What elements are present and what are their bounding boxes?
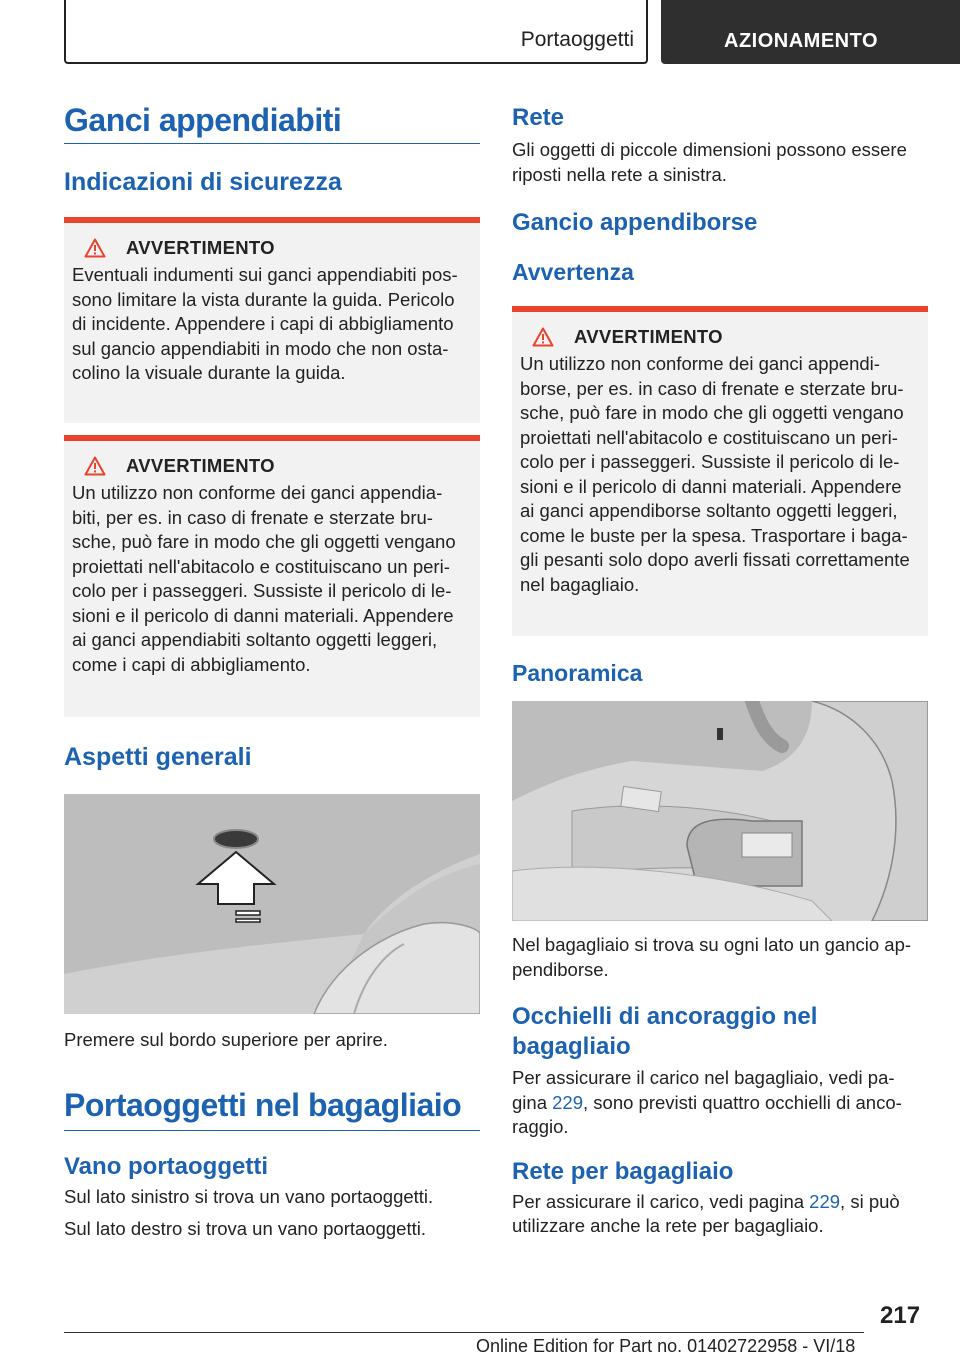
chapter-tab (661, 0, 960, 64)
warning-label: AVVERTIMENTO (574, 326, 723, 347)
warning-line: colino la visuale durante la guida. (72, 362, 346, 383)
warning-line: ai ganci appendiabiti soltanto oggetti leggeri, (72, 629, 438, 650)
paragraph: Sul lato sinistro si trova un vano portaoggetti. (64, 1185, 434, 1207)
warning-line: colo per i passeggeri. Sussiste il pericolo di le- (72, 580, 452, 601)
left-column (64, 66, 480, 1242)
paragraph-line: Per assicurare il carico nel bagagliaio, vedi pa- (512, 1067, 895, 1088)
trunk-illustration (512, 701, 928, 921)
heading-rete: Rete (512, 104, 565, 131)
warning-line: proiettati nell'abitacolo e costituiscano un peri- (520, 426, 898, 448)
warning-label: AVVERTIMENTO (126, 237, 275, 258)
section-title: Portaoggetti (520, 28, 634, 51)
text-run: gina (512, 1091, 553, 1113)
warning-triangle-icon (84, 456, 106, 476)
page-link-229[interactable]: 229 (552, 1091, 583, 1113)
paragraph-line: Gli oggetti di piccole dimensioni possono essere (512, 139, 907, 160)
heading-occhielli: Occhielli di ancoraggio nel bagagliaio (512, 1003, 818, 1060)
heading-aspetti-generali: Aspetti generali (64, 743, 252, 771)
warning-line: sioni e il pericolo di danni materiali. Appendere (520, 475, 902, 497)
paragraph-line: riposti nella rete a sinistra. (512, 163, 727, 185)
warning-line: come i capi di abbigliamento. (72, 653, 311, 675)
image-caption: pendiborse. (512, 958, 609, 980)
warning-line: di incidente. Appendere i capi di abbigliamento (72, 313, 454, 334)
warning-line: gli pesanti solo dopo averli fissati correttamente (520, 549, 910, 570)
warning-triangle-icon (84, 238, 106, 258)
warning-triangle-icon (532, 327, 554, 347)
warning-line: sono limitare la vista durante la guida. Pericolo (72, 288, 455, 310)
warning-line: sul gancio appendiabiti in modo che non osta- (72, 337, 449, 359)
warning-line: sche, può fare in modo che gli oggetti vengano (72, 531, 456, 552)
image-caption: Nel bagagliaio si trova su ogni lato un gancio ap- (512, 934, 912, 955)
paragraph: Sul lato destro si trova un vano portaoggetti. (64, 1218, 426, 1239)
heading-avvertenza: Avvertenza (512, 259, 634, 285)
warning-line: borse, per es. in caso di frenate e sterzate bru- (520, 377, 904, 399)
warning-line: ai ganci appendiborse soltanto oggetti leggeri, (520, 500, 898, 521)
warning-box (64, 217, 480, 423)
text-run: Per assicurare il carico, vedi pagina (512, 1190, 810, 1212)
warning-line: proiettati nell'abitacolo e costituiscano un peri- (72, 555, 450, 577)
warning-line: Un utilizzo non conforme dei ganci appendi- (520, 353, 880, 374)
paragraph-line: raggio. (512, 1116, 569, 1137)
warning-line: biti, per es. in caso di frenate e sterzate bru- (72, 506, 433, 528)
chapter-title: AZIONAMENTO (724, 30, 879, 52)
warning-line: Eventuali indumenti sui ganci appendiabiti pos- (72, 264, 458, 285)
heading-panoramica: Panoramica (512, 660, 643, 686)
image-caption: Premere sul bordo superiore per aprire. (64, 1029, 388, 1050)
paragraph-line (512, 1190, 928, 1215)
page-link-229[interactable]: 229 (809, 1190, 841, 1212)
warning-box (512, 306, 928, 636)
warning-line: nel bagagliaio. (520, 573, 640, 595)
text-run: , si può (840, 1190, 900, 1212)
section-tab (64, 0, 648, 64)
paragraph-line (512, 1091, 928, 1116)
coat-hook-illustration (64, 794, 480, 1014)
section-heading-portaoggetti: Portaoggetti nel bagagliaio (64, 1086, 462, 1123)
footer-divider (64, 1332, 864, 1333)
page-header (0, 0, 960, 66)
text-run: , sono previsti quattro occhielli di anco- (583, 1091, 902, 1113)
warning-box (64, 435, 480, 717)
paragraph-line: utilizzare anche la rete per bagagliaio. (512, 1215, 824, 1236)
warning-line: Un utilizzo non conforme dei ganci appendia- (72, 482, 443, 503)
warning-line: colo per i passeggeri. Sussiste il pericolo di le- (520, 451, 900, 472)
heading-sicurezza: Indicazioni di sicurezza (64, 168, 342, 196)
page-number: 217 (880, 1302, 921, 1329)
right-column (512, 66, 928, 1239)
heading-rete-bagagliaio: Rete per bagagliaio (512, 1157, 734, 1185)
heading-vano-portaoggetti: Vano portaoggetti (64, 1152, 268, 1180)
section-heading-ganci: Ganci appendiabiti (64, 102, 342, 138)
warning-label: AVVERTIMENTO (126, 455, 275, 476)
warning-line: come le buste per la spesa. Trasportare i baga- (520, 524, 908, 546)
footer-edition: Online Edition for Part no. 01402722958 - VI/18 (476, 1336, 856, 1356)
heading-gancio-appendiborse: Gancio appendiborse (512, 209, 758, 236)
warning-line: sioni e il pericolo di danni materiali. Appendere (72, 604, 454, 626)
warning-line: sche, può fare in modo che gli oggetti vengano (520, 402, 904, 423)
